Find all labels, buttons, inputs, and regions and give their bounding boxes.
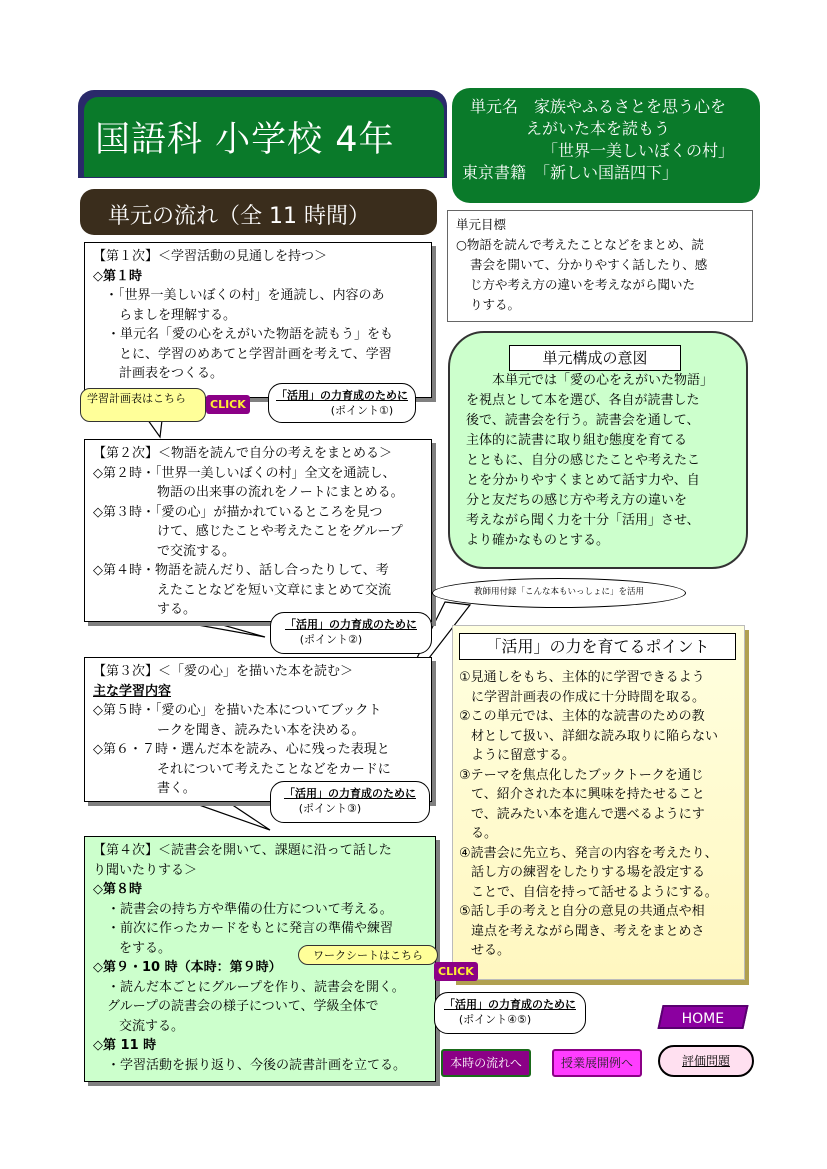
step2-line: ◇第３時・「愛の心」が描かれているところを見つ: [93, 504, 383, 520]
step2-line: で交流する。: [157, 543, 236, 559]
unit-line: 東京書籍 「新しい国語四下」: [462, 163, 679, 182]
worksheet-click-button[interactable]: CLICK: [434, 962, 478, 981]
step1-line: 計画表をつくる。: [119, 366, 224, 381]
callout-title: 「活用」の力育成のために: [284, 787, 416, 800]
step4-line: ・学習活動を振り返り、今後の読書計画を立てる。: [107, 1057, 407, 1073]
step4-heading: り聞いたりする＞: [93, 862, 198, 878]
point-line: に学習計画表の作成に十分時間を取る。: [471, 689, 706, 705]
step4-line: をする。: [119, 940, 172, 956]
point-line: ③テーマを焦点化したブックトークを通じ: [459, 767, 704, 783]
katsuyou-callout-3[interactable]: [270, 781, 430, 823]
point-line: ことで、自信を持って話せるようにする。: [471, 884, 718, 900]
goal-line: りする。: [470, 297, 521, 312]
intent-line: とを分かりやすくまとめて話す力や、自: [466, 473, 700, 488]
home-label: HOME: [681, 1011, 724, 1027]
goal-line: ○物語を読んで考えたことなどをまとめ、読: [456, 237, 704, 252]
intent-line: 分と友だちの感じ方や考え方の違いを: [466, 493, 688, 508]
callout-point: (ポイント③): [298, 802, 362, 815]
step1-line: ・「世界一美しいぼくの村」を通読し、内容のあ: [105, 288, 385, 303]
step3-line: ◇第６・７時・選んだ本を読み、心に残った表現と: [93, 742, 390, 757]
intent-line: 後で、読書会を行う。読書会を通して、: [466, 413, 700, 428]
point-line: ように留意する。: [471, 748, 576, 763]
point-line: ①見通しをもち、主体的に学習できるよう: [459, 670, 705, 685]
step3-line: ◇第５時・「愛の心」を描いた本についてブックト: [93, 703, 382, 718]
step3-heading: 【第３次】＜「愛の心」を描いた本を読む＞: [93, 664, 354, 679]
intent-title: 単元構成の意図: [509, 345, 681, 371]
step1-line: らましを理解する。: [119, 307, 237, 323]
worksheet-link[interactable]: [298, 945, 438, 965]
unit-goal-box: [447, 210, 753, 322]
step1-heading: 【第１次】＜学習活動の見通しを持つ＞: [93, 249, 328, 264]
evaluation-button[interactable]: [658, 1045, 754, 1077]
intent-line: より確かなものとする。: [466, 533, 610, 548]
unit-line: 「世界一美しいぼくの村」: [542, 141, 735, 160]
step4-heading: 【第４次】＜読書会を開いて、課題に沿って話した: [93, 843, 392, 858]
step2-line: けて、感じたことや考えたことをグループ: [157, 524, 403, 539]
lesson-example-button[interactable]: 授業展開例へ: [552, 1049, 642, 1077]
step4-hour11: ◇第 11 時: [93, 1038, 157, 1053]
step2-box: [84, 439, 432, 622]
unit-info-box: [452, 88, 760, 203]
step2-line: 物語の出来事の流れをノートにまとめる。: [157, 485, 404, 500]
point-line: 材として扱い、詳細な読み取りに陥らない: [471, 728, 719, 744]
step3-line: 書く。: [157, 781, 196, 796]
goal-label: 単元目標: [456, 217, 507, 232]
step1-line: ・単元名「愛の心をえがいた物語を読もう」をも: [107, 327, 394, 342]
step2-line: えたことなどを短い文章にまとめて交流: [157, 582, 392, 598]
step3-line: それについて考えたことなどをカードに: [157, 761, 391, 777]
step4-line: 交流する。: [119, 1018, 185, 1034]
points-title: 「活用」の力を育てるポイント: [459, 633, 736, 660]
katsuyou-callout-45[interactable]: [434, 992, 586, 1034]
step1-box: [84, 242, 432, 398]
step2-line: ◇第２時・「世界一美しいぼくの村」全文を通読し、: [93, 465, 396, 481]
step3-line: ークを聞き、読みたい本を決める。: [157, 722, 365, 738]
intent-line: 考えながら聞く力を十分「活用」させ、: [466, 513, 700, 528]
callout-point: (ポイント④⑤): [458, 1013, 532, 1026]
point-line: ④読書会に先立ち、発言の内容を考えたり、: [459, 845, 718, 861]
step1-line: とに、学習のめあてと学習計画を考えて、学習: [119, 346, 392, 362]
point-line: て、紹介された本に興味を持たせること: [471, 787, 705, 802]
plan-link[interactable]: [80, 388, 206, 422]
step3-subheading: 主な学習内容: [93, 683, 172, 699]
step4-hour9: ◇第９・10 時（本時：第９時）: [93, 960, 282, 975]
home-button[interactable]: [657, 1005, 748, 1029]
step4-line: ・読書会の持ち方や準備の仕方について考える。: [107, 901, 393, 917]
point-line: ②この単元では、主体的な読書のための教: [459, 709, 705, 724]
point-line: 違点を考えながら聞き、考えをまとめさ: [471, 923, 705, 939]
plan-click-button[interactable]: CLICK: [206, 395, 250, 414]
step4-line: ・読んだ本ごとにグループを作り、読書会を開く。: [107, 979, 405, 995]
step2-line: する。: [157, 602, 197, 617]
intent-line: 本単元では「愛の心をえがいた物語」: [492, 373, 714, 388]
flow-header: 単元の流れ（全 11 時間）: [80, 189, 437, 235]
intent-line: とともに、自分の感じたことや考えたこ: [466, 453, 701, 468]
callout-point: (ポイント②): [299, 633, 363, 646]
resource-callout: 教師用付録「こんな本もいっしょに」を活用: [432, 578, 686, 608]
step2-line: ◇第４時・物語を読んだり、話し合ったりして、考: [93, 563, 389, 578]
unit-line: 単元名 家族やふるさとを思う心を: [470, 97, 727, 116]
unit-line: えがいた本を読もう: [526, 119, 671, 138]
evaluation-label: 評価問題: [681, 1054, 730, 1068]
step2-heading: 【第２次】＜物語を読んで自分の考えをまとめる＞: [93, 446, 393, 461]
callout-title: 「活用」の力育成のために: [276, 389, 408, 402]
intent-line: 主体的に読書に取り組む態度を育てる: [466, 433, 688, 448]
katsuyou-callout-1[interactable]: [268, 383, 416, 423]
point-line: せる。: [471, 943, 511, 958]
step4-line: グループの読書会の様子について、学級全体で: [107, 999, 379, 1014]
lesson-flow-button[interactable]: 本時の流れへ: [441, 1049, 531, 1077]
step1-hour: ◇第１時: [93, 268, 142, 284]
point-line: ⑤話し手の考えと自分の意見の共通点や相: [459, 904, 705, 919]
callout-title: 「活用」の力育成のために: [444, 998, 576, 1011]
callout-title: 「活用」の力育成のために: [285, 618, 417, 631]
point-line: 話し方の練習をしたりする場を設定する: [471, 865, 706, 880]
goal-line: 書会を開いて、分かりやすく話したり、感: [470, 257, 708, 272]
point-line: で、読みたい本を進んで選べるようにす: [471, 806, 705, 822]
step4-hour8: ◇第８時: [93, 882, 142, 897]
worksheet-link-label: ワークシートはこちら: [313, 949, 423, 962]
step4-line: ・前次に作ったカードをもとに発言の準備や練習: [107, 921, 394, 936]
point-line: る。: [471, 826, 498, 841]
page-title: 国語科 小学校 4年: [95, 120, 395, 160]
callout-point: (ポイント①): [330, 404, 394, 417]
intent-line: を視点として本を選び、各自が読書した: [466, 393, 700, 408]
katsuyou-callout-2[interactable]: [270, 612, 432, 654]
points-box: [452, 625, 745, 980]
plan-link-label: 学習計画表はこちら: [87, 392, 186, 405]
goal-line: じ方や考え方の違いを考えながら聞いた: [470, 277, 696, 292]
